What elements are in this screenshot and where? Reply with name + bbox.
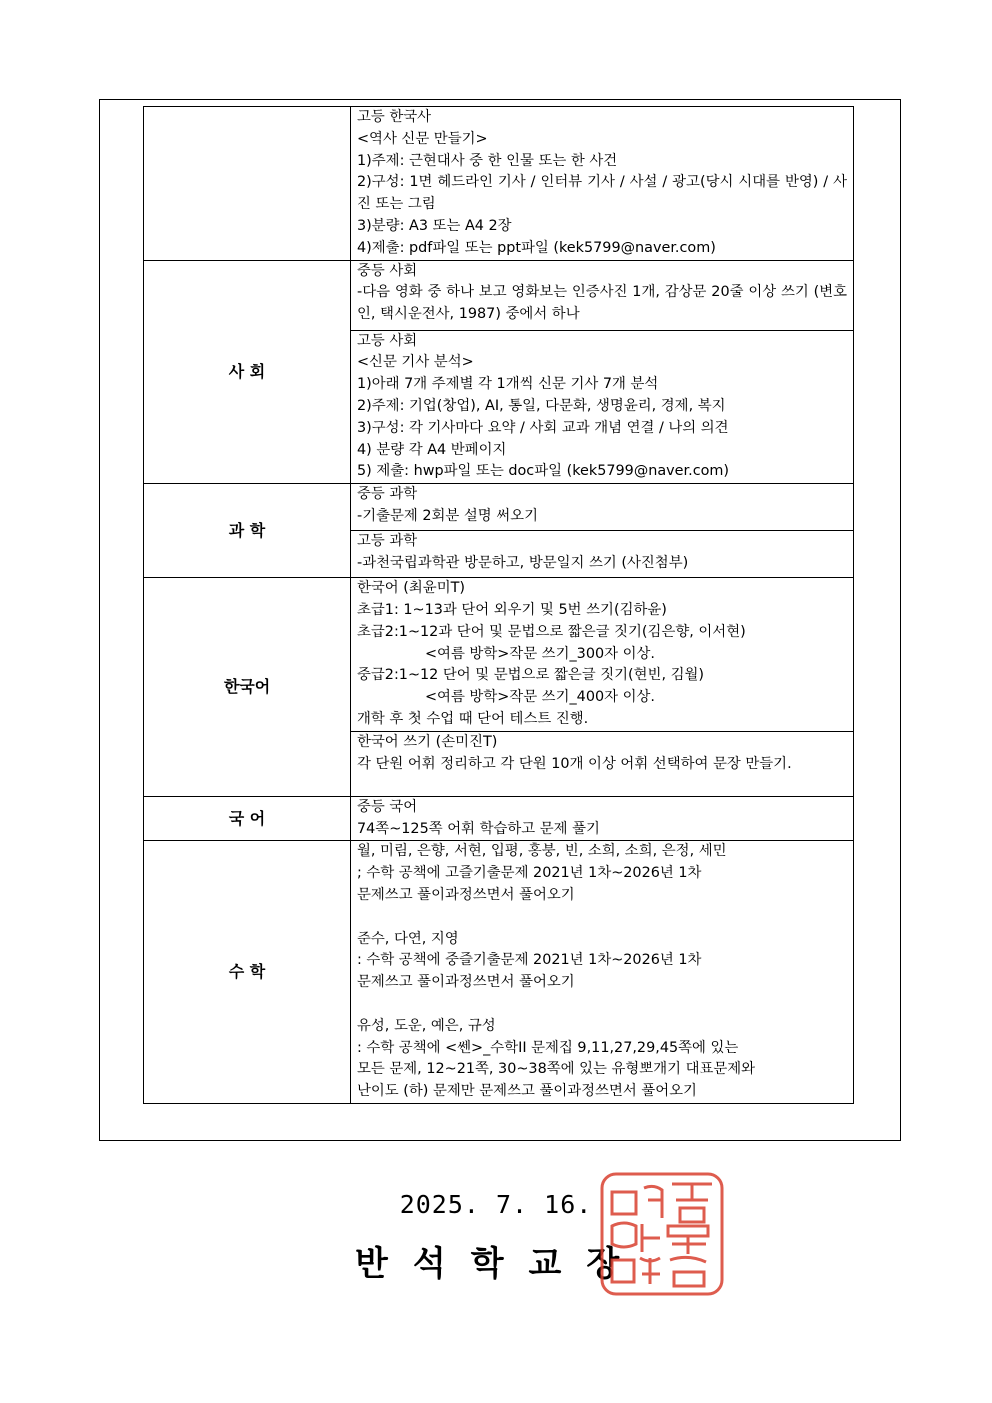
subject-social: 사 회: [144, 260, 351, 484]
content-line: 3)분량: A3 또는 A4 2장: [357, 217, 512, 234]
content-line: 각 단원 어휘 정리하고 각 단원 10개 이상 어휘 선택하여 문장 만들기.: [357, 755, 792, 772]
assignment-table: [143, 106, 854, 1104]
content-line: 2)구성: 1면 헤드라인 기사 / 인터뷰 기사 / 사설 / 광고(당시 시대를 반영) / 사진 또는 그림: [357, 174, 847, 213]
content-line: 문제쓰고 풀이과정쓰면서 풀어오기: [357, 974, 575, 991]
blank-line: [357, 907, 853, 929]
content-cell: [351, 731, 854, 796]
content-line: 2)주제: 기업(창업), AI, 통일, 다문화, 생명윤리, 경제, 복지: [357, 397, 726, 414]
content-cell: [351, 796, 854, 841]
content-cell: [351, 107, 854, 261]
content-cell: [351, 841, 854, 1104]
content-line: -과천국립과학관 방문하고, 방문일지 쓰기 (사진첨부): [357, 554, 689, 571]
content-line: 1)주제: 근현대사 중 한 인물 또는 한 사건: [357, 152, 618, 169]
content-line: 중등 과학: [357, 486, 418, 503]
content-line: : 수학 공책에 중즐기출문제 2021년 1차~2026년 1차: [357, 952, 702, 969]
blank-line: [357, 994, 853, 1016]
school-seal-stamp: [598, 1170, 726, 1298]
content-line: 4) 분량 각 A4 반페이지: [357, 441, 507, 458]
content-line: 문제쓰고 풀이과정쓰면서 풀어오기: [357, 886, 575, 903]
content-line: 한국어 (최윤미T): [357, 580, 466, 597]
content-cell: [351, 260, 854, 330]
content-line: 5) 제출: hwp파일 또는 doc파일 (kek5799@naver.com): [357, 463, 730, 480]
content-line: 74쪽~125쪽 어휘 학습하고 문제 풀기: [357, 820, 600, 837]
subject-math: 수 학: [144, 841, 351, 1104]
content-line: 한국어 쓰기 (손미진T): [357, 733, 498, 750]
subject-korean: 국 어: [144, 796, 351, 841]
principal-name: 반석학교장: [355, 1244, 645, 1284]
content-line: -다음 영화 중 하나 보고 영화보는 인증사진 1개, 감상문 20줄 이상 쓰기 (변호인, 택시운전사, 1987) 중에서 하나: [357, 284, 847, 323]
content-line: <여름 방학>작문 쓰기_400자 이상.: [425, 689, 655, 706]
subject-cell-empty: [144, 107, 351, 261]
content-line: <신문 기사 분석>: [357, 354, 474, 371]
content-cell: [351, 578, 854, 732]
content-line: 중등 사회: [357, 262, 418, 279]
content-line: ; 수학 공책에 고즐기출문제 2021년 1차~2026년 1차: [357, 865, 702, 882]
content-line: 모든 문제, 12~21쪽, 30~38쪽에 있는 유형뽀개기 대표문제와: [357, 1061, 756, 1078]
row-korean-history: [144, 107, 854, 261]
content-line: 3)구성: 각 기사마다 요약 / 사회 교과 개념 연결 / 나의 의견: [357, 419, 729, 436]
content-line: 4)제출: pdf파일 또는 ppt파일 (kek5799@naver.com): [357, 239, 716, 256]
issue-date: 2025. 7. 16.: [399, 1190, 593, 1219]
content-cell: [351, 330, 854, 484]
row-math: [144, 841, 854, 1104]
subject-science: 과 학: [144, 484, 351, 578]
row-science-middle: [144, 484, 854, 531]
content-line: 중등 국어: [357, 798, 418, 815]
content-line: 중급2:1~12 단어 및 문법으로 짧은글 짓기(현빈, 김월): [357, 667, 705, 684]
content-line: 개학 후 첫 수업 때 단어 테스트 진행.: [357, 710, 589, 727]
content-line: 월, 미림, 은향, 서현, 입평, 홍붕, 빈, 소희, 소희, 은정, 세민: [357, 843, 727, 860]
content-line: 초급1: 1~13과 단어 외우기 및 5번 쓰기(김하윤): [357, 601, 667, 618]
content-line: : 수학 공책에 <쎈>_수학II 문제집 9,11,27,29,45쪽에 있는: [357, 1039, 739, 1056]
content-line: 고등 사회: [357, 332, 418, 349]
content-cell: [351, 531, 854, 578]
content-cell: [351, 484, 854, 531]
content-line: <역사 신문 만들기>: [357, 130, 488, 147]
content-line: 초급2:1~12과 단어 및 문법으로 짧은글 짓기(김은향, 이서현): [357, 623, 746, 640]
row-korean-lang-1: [144, 578, 854, 732]
subject-korean-language: 한국어: [144, 578, 351, 797]
content-line: 난이도 (하) 문제만 문제쓰고 풀이과정쓰면서 풀어오기: [357, 1083, 697, 1100]
content-line: 1)아래 7개 주제별 각 1개씩 신문 기사 7개 분석: [357, 376, 659, 393]
content-line: 고등 과학: [357, 533, 418, 550]
content-line: 유성, 도운, 예은, 규성: [357, 1017, 496, 1034]
content-line: 고등 한국사: [357, 109, 432, 125]
row-social-middle: [144, 260, 854, 330]
content-line: <여름 방학>작문 쓰기_300자 이상.: [425, 645, 655, 662]
content-line: 준수, 다연, 지영: [357, 930, 459, 947]
content-line: -기출문제 2회분 설명 써오기: [357, 507, 538, 524]
row-korean: [144, 796, 854, 841]
